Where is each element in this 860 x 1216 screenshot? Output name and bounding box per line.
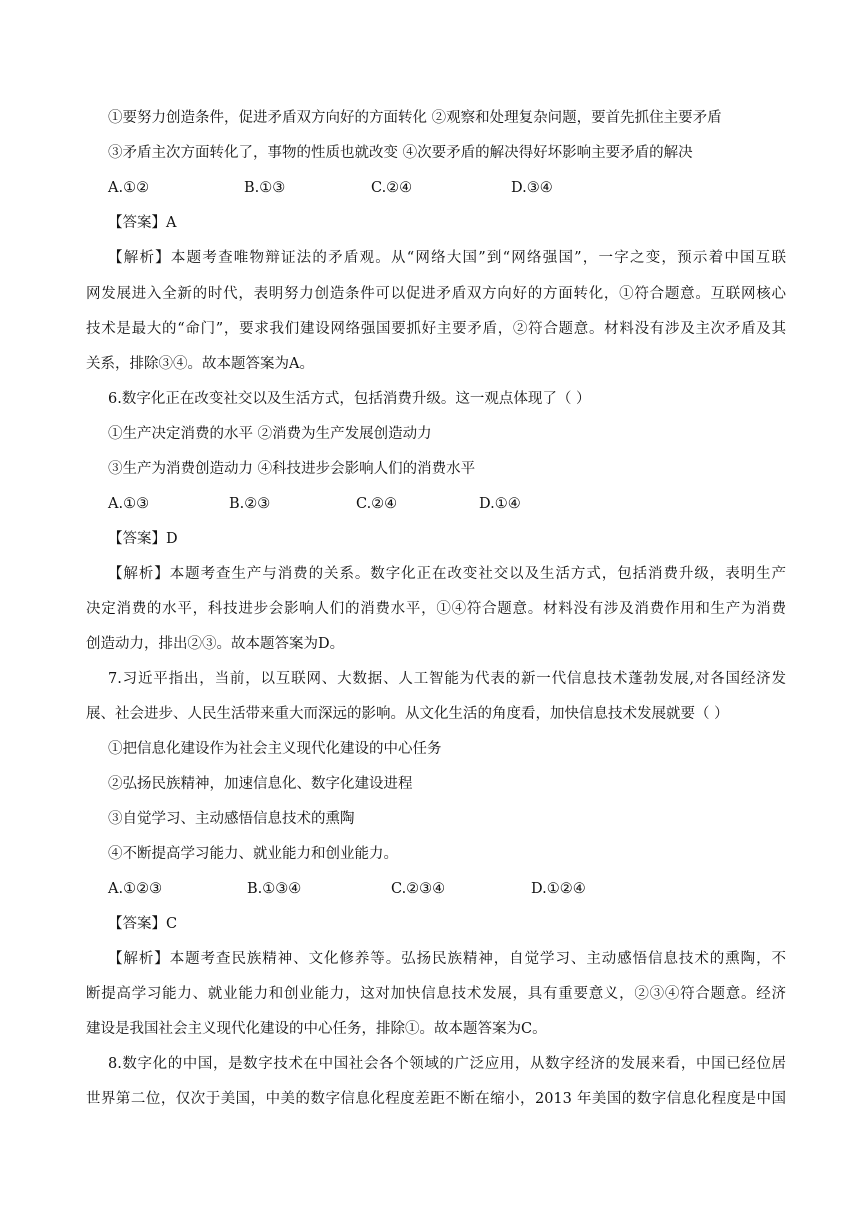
q7-statement: ③自觉学习、主动感悟信息技术的熏陶: [108, 811, 355, 827]
q7-statement: ②弘扬民族精神，加速信息化、数字化建设进程: [108, 776, 413, 792]
q6-question: 6.数字化正在改变社交以及生活方式，包括消费升级。这一观点体现了（ ）: [108, 391, 591, 407]
q5-analysis-line: 【解析】本题考查唯物辩证法的矛盾观。从“网络大国”到“网络强国”，一字之变，预示着中国互联: [108, 250, 786, 266]
q7-option-d: D.①②④: [531, 881, 586, 897]
q5-answer: 【答案】A: [108, 215, 177, 231]
q8-question-line: 世界第二位，仅次于美国，中美的数字信息化程度差距不断在缩小，2013 年美国的数字信息化程度是中国: [86, 1091, 786, 1107]
q5-analysis-line: 网发展进入全新的时代，表明努力创造条件可以促进矛盾双方向好的方面转化，①符合题意。互联网核心: [86, 286, 786, 302]
q6-statement-line-2: ③生产为消费创造动力 ④科技进步会影响人们的消费水平: [108, 461, 476, 477]
q5-statement-line-2: ③矛盾主次方面转化了，事物的性质也就改变 ④次要矛盾的解决得好坏影响主要矛盾的解决: [108, 145, 693, 161]
q5-statement-line-1: ①要努力创造条件，促进矛盾双方向好的方面转化 ②观察和处理复杂问题，要首先抓住主要矛盾: [108, 110, 722, 126]
q7-analysis-line: 建设是我国社会主义现代化建设的中心任务，排除①。故本题答案为C。: [86, 1021, 547, 1037]
q7-question-line: 7.习近平指出，当前，以互联网、大数据、人工智能为代表的新一代信息技术蓬勃发展,对各国经济发: [108, 671, 786, 687]
q7-answer: 【答案】C: [108, 916, 178, 932]
q7-question-line: 展、社会进步、人民生活带来重大而深远的影响。从文化生活的角度看，加快信息技术发展就要（ ）: [86, 706, 729, 722]
q7-option-c: C.②③④: [391, 881, 446, 897]
q6-analysis-line: 创造动力，排出②③。故本题答案为D。: [86, 636, 345, 652]
q7-analysis-line: 【解析】本题考查民族精神、文化修养等。弘扬民族精神，自觉学习、主动感悟信息技术的熏陶，不: [108, 951, 786, 967]
q6-analysis-line: 【解析】本题考查生产与消费的关系。数字化正在改变社交以及生活方式，包括消费升级，表明生产: [108, 566, 786, 582]
q7-statement: ①把信息化建设作为社会主义现代化建设的中心任务: [108, 741, 442, 757]
q5-analysis-line: 技术是最大的“命门”，要求我们建设网络强国要抓好主要矛盾，②符合题意。材料没有涉及主次矛盾及其: [86, 321, 786, 337]
q7-statement: ④不断提高学习能力、就业能力和创业能力。: [108, 846, 398, 862]
q5-option-d: D.③④: [511, 180, 553, 196]
q6-option-a: A.①③: [108, 496, 150, 512]
q6-statement-line-1: ①生产决定消费的水平 ②消费为生产发展创造动力: [108, 426, 432, 442]
q6-option-d: D.①④: [479, 496, 521, 512]
q6-option-c: C.②④: [356, 496, 398, 512]
q7-analysis-line: 断提高学习能力、就业能力和创业能力，这对加快信息技术发展，具有重要意义，②③④符合题意。经济: [86, 986, 786, 1002]
q6-analysis-line: 决定消费的水平，科技进步会影响人们的消费水平，①④符合题意。材料没有涉及消费作用和生产为消费: [86, 601, 786, 617]
q5-option-c: C.②④: [371, 180, 413, 196]
q8-question-line: 8.数字化的中国，是数字技术在中国社会各个领域的广泛应用，从数字经济的发展来看，中国已经位居: [108, 1056, 786, 1072]
q5-option-b: B.①③: [244, 180, 286, 196]
q7-option-a: A.①②③: [108, 881, 163, 897]
q7-option-b: B.①③④: [247, 881, 302, 897]
q5-analysis-line: 关系，排除③④。故本题答案为A。: [86, 356, 314, 372]
q5-option-a: A.①②: [108, 180, 150, 196]
q6-answer: 【答案】D: [108, 531, 178, 547]
q6-option-b: B.②③: [229, 496, 271, 512]
